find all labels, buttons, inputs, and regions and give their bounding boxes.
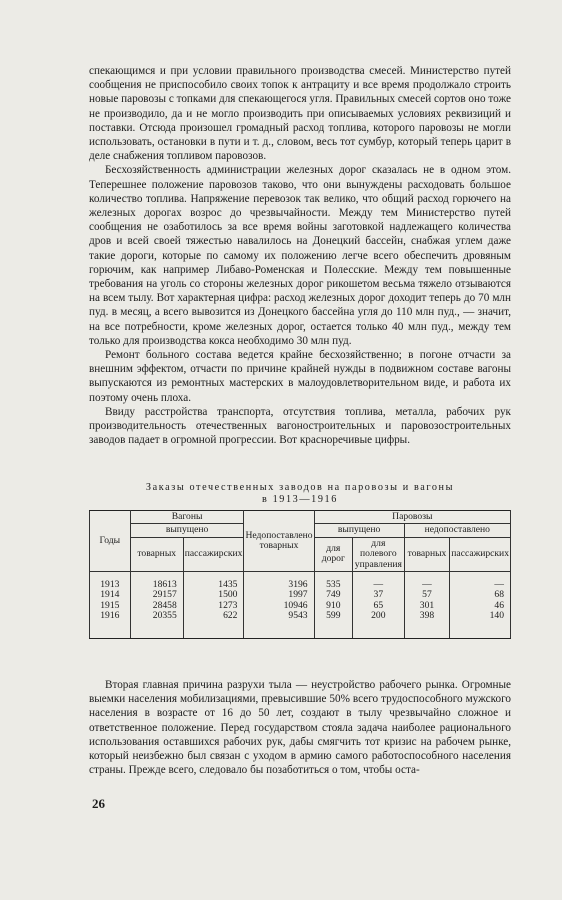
paragraph: спекающимся и при условии правильного производства смесей. Министерство путей сообщения не приспособило своих топок к антрациту и все время продолжало строить новые паровозы с топками для спекающегося угля. Правильных смесей сортов оно тоже не производило, да и не могло производить при описываемых условиях реквизиций и поставки. Отсюда произошел громадный расход топлива, которого паровозы не могли использовать, остановки в пути и т. д., словом, весь тот сумбур, который теперь царит в деле снабжения топливом паровозов.: [89, 65, 511, 163]
table-cell: 20355: [130, 611, 183, 638]
table-row: [90, 611, 511, 638]
table-cell: 1435: [183, 572, 244, 591]
table-row: [90, 572, 511, 591]
table-cell: 10946: [244, 601, 314, 611]
table-cell: 1914: [90, 590, 131, 600]
table-caption-line: в 1913—1916: [262, 494, 338, 505]
paragraph: Ввиду расстройства транспорта, отсутствия топлива, металла, рабочих рук производительность отечественных вагоностроительных и паровозостроительных заводов падает в огромной прогрессии. Вот красноречивые цифры.: [89, 405, 511, 447]
table-cell: 28458: [130, 601, 183, 611]
table-cell: 1916: [90, 611, 131, 638]
table-cell: —: [404, 572, 450, 591]
body-text-bottom: [89, 678, 511, 777]
col-wagons-released: выпущено: [130, 524, 244, 537]
table-cell: 65: [353, 601, 405, 611]
col-undelivered-freight: Недопоставлено товарных: [244, 511, 314, 572]
col-loco-released: выпущено: [314, 524, 404, 537]
table-cell: 910: [314, 601, 352, 611]
col-locomotives: Паровозы: [314, 511, 510, 524]
table-cell: 301: [404, 601, 450, 611]
table-cell: 140: [450, 611, 511, 638]
table-cell: —: [450, 572, 511, 591]
col-for-roads: для дорог: [314, 537, 352, 571]
table-cell: 1500: [183, 590, 244, 600]
col-for-field: для полевого управления: [353, 537, 405, 571]
table-caption-line: Заказы отечественных заводов на паровозы и вагоны: [145, 482, 455, 493]
table-cell: 1997: [244, 590, 314, 600]
col-loco-passenger: пассажирских: [450, 537, 511, 571]
table-body: [90, 572, 511, 639]
table-cell: 37: [353, 590, 405, 600]
table-caption: [89, 482, 511, 506]
page-number: 26: [92, 796, 105, 811]
col-loco-freight: товарных: [404, 537, 450, 571]
col-years: Годы: [90, 511, 131, 572]
table-cell: 622: [183, 611, 244, 638]
col-loco-undelivered: недопоставлено: [404, 524, 510, 537]
col-wagons: Вагоны: [130, 511, 244, 524]
table-cell: 46: [450, 601, 511, 611]
paragraph: Вторая главная причина разрухи тыла — неустройство рабочего рынка. Огромные выемки населения мобилизациями, превысившие 50% всего трудоспособного мужского населения в возрасте от 16 до 50 лет, создают в тылу чрезвычайно сложное и ответственное положение. Перед государством стояла задача наиболее рационального использования оставшихся рабочих рук, дабы смягчить тот кризис на рабочем рынке, который неизбежно был связан с уходом в армию самого работоспособного населения страны. Прежде всего, следовало бы позаботиться о том, чтобы оста-: [89, 679, 511, 777]
table-cell: 57: [404, 590, 450, 600]
table-cell: 18613: [130, 572, 183, 591]
orders-table: [89, 510, 511, 639]
table-cell: 68: [450, 590, 511, 600]
col-passenger: пассажирских: [183, 537, 244, 571]
paragraph: Бесхозяйственность администрации железных дорог сказалась не в одном этом. Теперешнее положение паровозов таково, что они вынуждены расходовать большое количество топлива. Напряжение перевозок так велико, что общий расход горючего на железных дорогах возрос до чрезвычайности. Между тем Министерство путей сообщения не озаботилось за все время войны заготовкой надлежащего количества дров и всей своей тяжестью навалилось на Донецкий бассейн, снабжая углем даже такие дороги, которые по самому их положению легче всего обеспечить дровяным горючим, как например Либаво-Роменская и Полесские. Между тем повышенные требования на уголь со стороны железных дорог рикошетом весьма тяжело отзываются на всем тылу. Вот характерная цифра: расход железных дорог доходит теперь до 70 млн пуд. в месяц, а всего вывозится из Донецкого бассейна угля до 110 млн пуд., — значит, на все потребности, кроме железных дорог, остается только 40 млн пуд., между тем только для производства кокса необходимо 30 млн пуд.: [89, 164, 511, 347]
table-cell: 9543: [244, 611, 314, 638]
table-cell: 535: [314, 572, 352, 591]
table-cell: 1915: [90, 601, 131, 611]
table-cell: 1913: [90, 572, 131, 591]
table-cell: 29157: [130, 590, 183, 600]
table-cell: 3196: [244, 572, 314, 591]
body-text-top: [89, 64, 511, 447]
col-freight: товарных: [130, 537, 183, 571]
table-cell: 599: [314, 611, 352, 638]
table-cell: —: [353, 572, 405, 591]
paragraph: Ремонт больного состава ведется крайне бесхозяйственно; в погоне отчасти за внешним эффектом, отчасти по причине крайней нужды в подвижном составе вагоны выпускаются из ремонтных мастерских в малоудовлетворительном виде, и работа их поэтому очень плоха.: [89, 349, 511, 404]
table-cell: 200: [353, 611, 405, 638]
table-cell: 1273: [183, 601, 244, 611]
table-cell: 749: [314, 590, 352, 600]
table-cell: 398: [404, 611, 450, 638]
